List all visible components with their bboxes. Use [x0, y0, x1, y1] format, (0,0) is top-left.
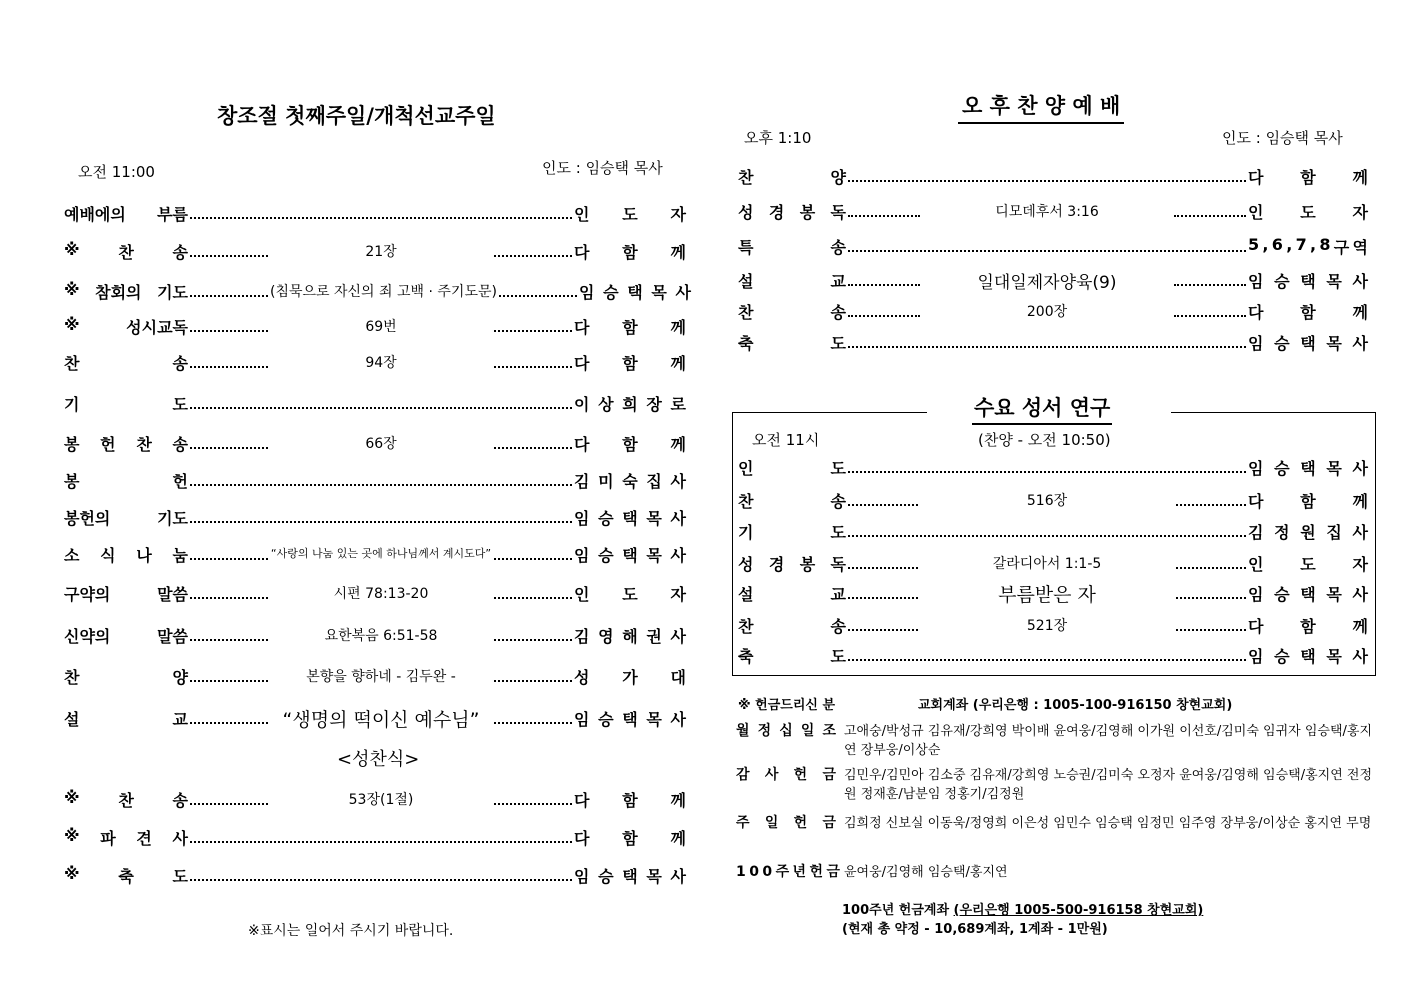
order-item-detail: 요한복음 6:51-58 [324, 628, 438, 644]
order-item-leader: 5 , 6 , 7 , 8 구 역 [1248, 234, 1368, 257]
order-item [64, 198, 686, 228]
offering-label: 월 정 십 일 조 [736, 723, 836, 739]
order-item-leader: 인 도 자 [574, 204, 686, 224]
order-item-label: 특 송 [738, 237, 846, 257]
left-title: 창조절 첫째주일/개척선교주일 [217, 104, 496, 128]
order-item-leader: 임 승 택 목 사 [1248, 584, 1368, 604]
order-item [738, 296, 1368, 326]
order-item-detail: 부름받은 자 [998, 583, 1096, 606]
order-item [738, 578, 1368, 608]
order-item-leader: 다 함 께 [574, 790, 686, 810]
order-item-detail: “사랑의 나눔 있는 곳에 하나님께서 계시도다” [270, 547, 492, 560]
order-item-label: ※ 참회의 기도 [64, 279, 188, 302]
wednesday-praise-time: (찬양 - 오전 10:50) [978, 431, 1111, 449]
order-item [64, 539, 686, 569]
order-item-leader: 임 승 택 목 사 [1248, 333, 1368, 353]
order-item-detail: 일대일제자양육(9) [977, 272, 1117, 293]
order-item [64, 822, 686, 852]
order-item [64, 784, 686, 814]
order-item [738, 548, 1368, 578]
order-item-detail: 516장 [1026, 493, 1068, 509]
order-item-leader: 임 승 택 목 사 [574, 508, 686, 528]
order-item-detail: 521장 [1026, 618, 1068, 634]
order-item-label: 찬 양 [64, 667, 188, 687]
order-item-leader: 다 함 께 [574, 828, 686, 848]
order-item-detail: 21장 [365, 244, 397, 260]
offering-label: 감 사 헌 금 [736, 767, 836, 783]
order-item [738, 161, 1368, 191]
order-item-leader: 성 가 대 [574, 667, 686, 687]
order-item-label: 소 식 나 눔 [64, 545, 188, 565]
order-item-detail: 본향을 향하네 - 김두완 - [306, 669, 456, 685]
order-item-detail: 200장 [1026, 304, 1068, 320]
order-item [64, 311, 686, 341]
order-item [64, 236, 686, 266]
offering-row-sunday [736, 814, 1386, 854]
order-item-label: 찬 송 [64, 353, 188, 373]
order-item-detail: 94장 [365, 355, 397, 371]
order-item-detail: 66장 [365, 436, 397, 452]
order-item-label: 성 경 봉 독 [738, 202, 846, 222]
order-item-leader: 임 승 택 목 사 [1248, 646, 1368, 666]
order-item-label: 찬 송 [738, 302, 846, 322]
order-item-detail: 69번 [365, 319, 397, 335]
order-item-leader: 다 함 께 [574, 242, 686, 262]
order-item [738, 196, 1368, 226]
order-item-leader: 다 함 께 [1248, 167, 1368, 187]
order-item-label: 신약의 말씀 [64, 626, 188, 646]
order-item [738, 485, 1368, 515]
order-item [64, 703, 686, 733]
order-item-label: 찬 송 [738, 616, 846, 636]
order-item-leader: 다 함 께 [1248, 302, 1368, 322]
centennial-pledge: (현재 총 약정 - 10,689계좌, 1계좌 - 1만원) [842, 922, 1108, 937]
left-time: 오전 11:00 [78, 163, 155, 181]
order-item-label: 축 도 [738, 333, 846, 353]
afternoon-time: 오후 1:10 [744, 129, 812, 147]
order-item-label: 설 교 [738, 584, 846, 604]
order-item-leader: 임 승 택 목 사 [574, 545, 686, 565]
centennial-account-label: 100주년 헌금계좌 [842, 903, 950, 918]
order-item [64, 578, 686, 608]
order-item-label: ※ 성시교독 [64, 314, 188, 337]
offering-names: 윤여웅/김영해 임승택/홍지연 [844, 865, 1008, 880]
centennial-account [842, 899, 1203, 918]
order-item [64, 860, 686, 890]
wednesday-time: 오전 11시 [752, 431, 820, 449]
afternoon-leader: 인도 : 임승택 목사 [1222, 129, 1343, 147]
order-item-leader: 인 도 자 [1248, 554, 1368, 574]
order-item-label: 봉 헌 [64, 471, 188, 491]
order-item-label: 기 도 [738, 522, 846, 542]
order-item-label: 설 교 [738, 271, 846, 291]
order-item [738, 452, 1368, 482]
order-item [738, 640, 1368, 670]
order-item-leader: 다 함 께 [574, 434, 686, 454]
offering-label: 주 일 헌 금 [736, 815, 836, 831]
order-item-label: 찬 양 [738, 167, 846, 187]
order-item [64, 620, 686, 650]
order-item-label: ※ 축 도 [64, 863, 188, 886]
order-item-label: 성 경 봉 독 [738, 554, 846, 574]
order-item-label: 기 도 [64, 394, 188, 414]
order-item-leader: 임 승 택 목 사 [574, 866, 686, 886]
offering-names: 김희정 신보실 이동욱/정영희 이은성 임민수 임승택 임정민 임주영 장부웅/이상순 홍지연 무명 [844, 816, 1372, 831]
order-item-detail: 시편 78:13-20 [333, 586, 429, 602]
offering-row-thanks [736, 766, 1386, 806]
offering-label: 1 0 0 주 년 헌 금 [736, 864, 840, 880]
order-item-leader: 인 도 자 [574, 584, 686, 604]
order-item-detail: 디모데후서 3:16 [995, 204, 1099, 220]
order-item-label: 축 도 [738, 646, 846, 666]
order-item-detail: 53장(1절) [348, 792, 414, 808]
order-item-label: 인 도 [738, 458, 846, 478]
offering-row-tithe [736, 722, 1386, 762]
order-item-detail: 갈라디아서 1:1-5 [992, 556, 1102, 572]
standing-note: ※표시는 일어서 주시기 바랍니다. [248, 923, 454, 939]
offering-names: 김민우/김민아 김소중 김유재/강희영 노승권/김미숙 오정자 윤여웅/김영해 임승택/홍지연 전정원 정재훈/남분임 정홍기/김정원 [844, 768, 1373, 802]
order-item-leader: 인 도 자 [1248, 202, 1368, 222]
order-item-leader: 김 미 숙 집 사 [574, 471, 686, 491]
order-item [738, 265, 1368, 295]
order-item [64, 661, 686, 691]
order-item-leader: 임 승 택 목 사 [574, 709, 686, 729]
order-item-label: ※ 파 견 사 [64, 825, 188, 848]
centennial-account-number: (우리은행 1005-500-916158 창현교회) [953, 903, 1204, 918]
order-item [738, 231, 1368, 261]
order-item-leader: 임 승 택 목 사 [1248, 271, 1368, 291]
order-item [64, 276, 691, 306]
communion-heading: <성찬식> [337, 749, 420, 770]
order-item-leader: 다 함 께 [574, 317, 686, 337]
order-item-leader: 다 함 께 [1248, 616, 1368, 636]
order-item-leader: 김 정 원 집 사 [1248, 522, 1368, 542]
order-item-label: 봉 헌 찬 송 [64, 434, 188, 454]
order-item-label: 구약의 말씀 [64, 584, 188, 604]
church-account: 교회계좌 (우리은행 : 1005-100-916150 창현교회) [918, 698, 1233, 713]
order-item [738, 327, 1368, 357]
order-item-label: 봉헌의 기도 [64, 508, 188, 528]
order-item-leader: 김 영 해 권 사 [574, 626, 686, 646]
order-item-leader: 이 상 희 장 로 [574, 394, 686, 414]
order-item-detail: (침묵으로 자신의 죄 고백 · 주기도문) [270, 284, 497, 300]
left-leader: 인도 : 임승택 목사 [542, 159, 663, 177]
order-item-leader: 임 승 택 목 사 [578, 282, 691, 302]
order-item-label: 설 교 [64, 709, 188, 729]
order-item-detail: “생명의 떡이신 예수님” [282, 708, 480, 731]
offering-header: ※ 헌금드리신 분 [738, 698, 836, 713]
order-item [64, 388, 686, 418]
order-item-label: ※ 찬 송 [64, 239, 188, 262]
order-item-leader: 임 승 택 목 사 [1248, 458, 1368, 478]
afternoon-title: 오 후 찬 양 예 배 [958, 90, 1124, 124]
order-item [738, 516, 1368, 546]
order-item [64, 428, 686, 458]
order-item-leader: 다 함 께 [1248, 491, 1368, 511]
order-item-leader: 다 함 께 [574, 353, 686, 373]
order-item-label: 예배에의 부름 [64, 204, 188, 224]
order-item [738, 610, 1368, 640]
order-item [64, 347, 686, 377]
order-item [64, 502, 686, 532]
order-item-label: 찬 송 [738, 491, 846, 511]
order-item-label: ※ 찬 송 [64, 787, 188, 810]
offering-names: 고애숭/박성규 김유재/강희영 박이배 윤여웅/김영해 이가원 이선호/김미숙 임귀자 임승택/홍지연 장부웅/이상순 [844, 724, 1373, 758]
offering-row-centennial [736, 863, 1386, 885]
order-item [64, 465, 686, 495]
wednesday-title: 수요 성서 연구 [972, 392, 1112, 425]
